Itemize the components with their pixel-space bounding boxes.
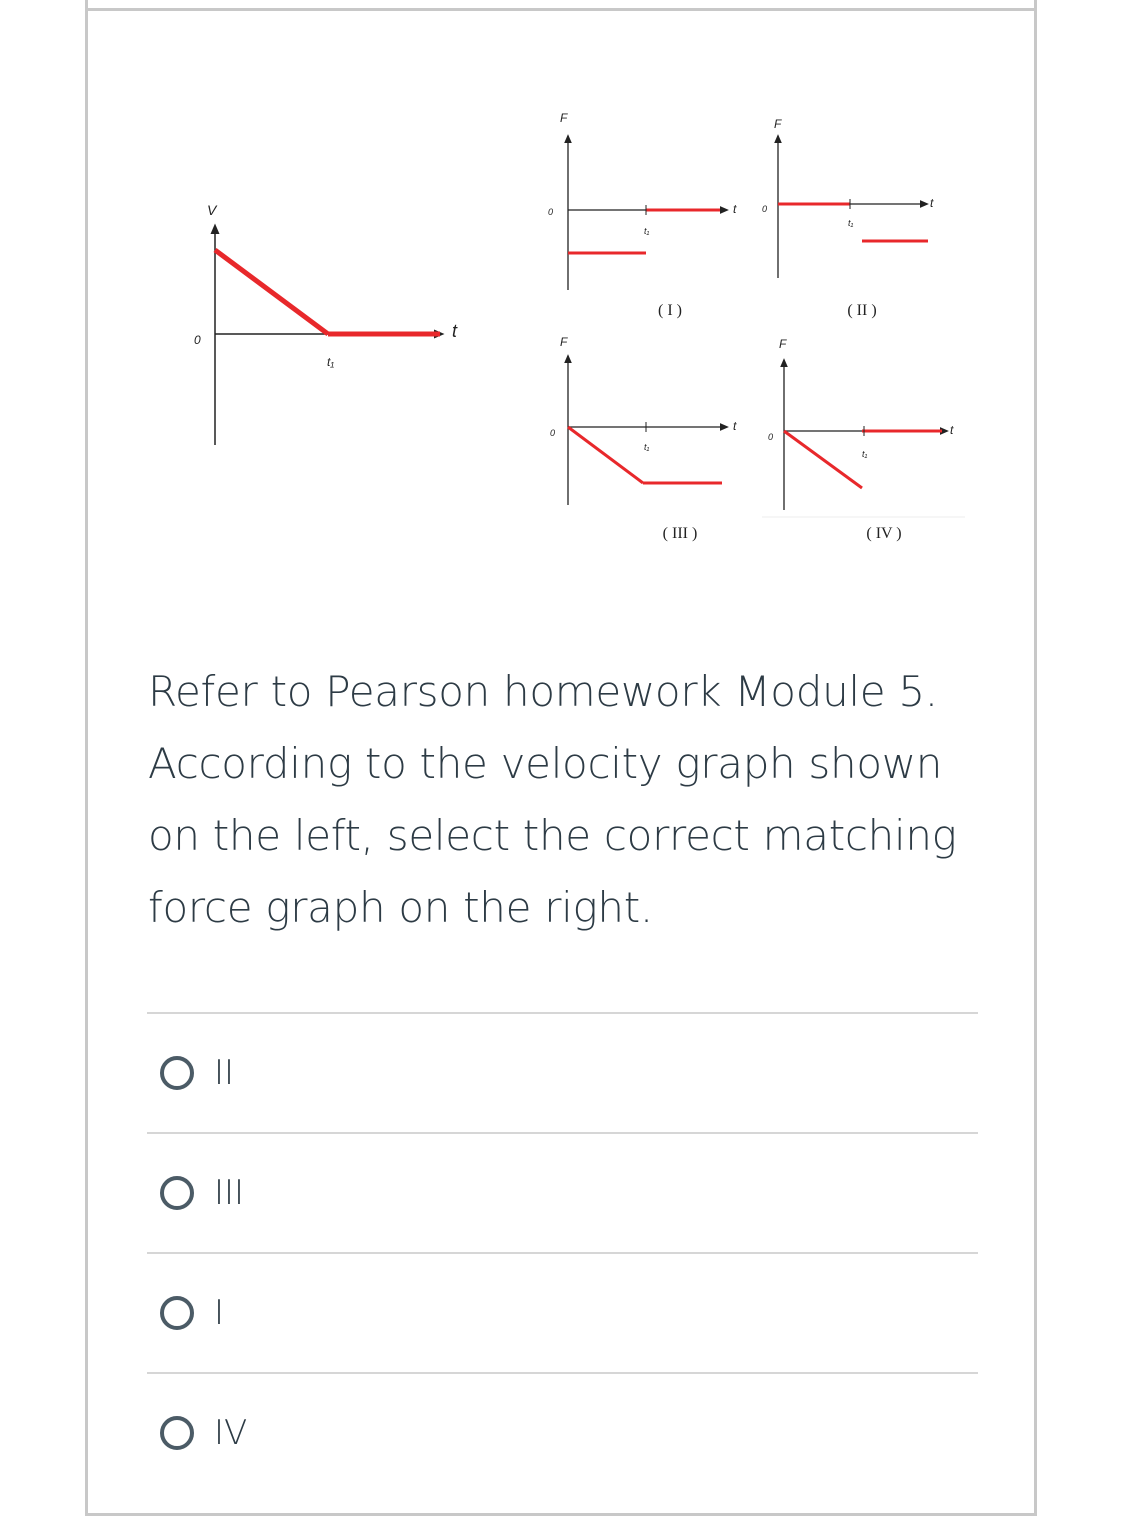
- force-2-x-label: t: [930, 196, 934, 210]
- force-graph-3: [550, 335, 737, 542]
- velocity-x-label: t: [452, 321, 458, 341]
- velocity-origin-label: 0: [194, 333, 201, 347]
- graphs-image: [150, 100, 980, 560]
- question-text: [148, 656, 968, 944]
- force-graph-2: [762, 117, 934, 319]
- radio-button-icon[interactable]: [160, 1056, 194, 1090]
- force-4-decreasing-segment: [784, 431, 862, 488]
- velocity-y-label: V: [207, 202, 217, 218]
- answer-option-label: I: [214, 1293, 225, 1333]
- force-1-origin-label: 0: [548, 207, 554, 217]
- answer-option[interactable]: [147, 1372, 978, 1492]
- force-3-y-label: F: [560, 335, 568, 349]
- force-4-tick-label: t₁: [862, 449, 868, 459]
- force-3-x-label: t: [733, 419, 737, 433]
- force-3-origin-label: 0: [550, 428, 556, 438]
- force-2-tick-label: t₁: [848, 218, 854, 228]
- force-1-tick-label: t₁: [644, 226, 650, 236]
- answer-option[interactable]: [147, 1012, 978, 1132]
- question-line-3: on the left, select the correct matching: [148, 811, 957, 860]
- question-line-2: According to the velocity graph shown: [148, 739, 943, 788]
- force-4-origin-label: 0: [768, 432, 774, 442]
- force-1-caption: ( I ): [658, 302, 682, 319]
- force-1-y-label: F: [560, 111, 568, 125]
- force-graph-1: [548, 111, 737, 319]
- force-2-origin-label: 0: [762, 204, 768, 214]
- question-line-4: force graph on the right.: [148, 883, 653, 932]
- force-3-caption: ( III ): [662, 525, 698, 542]
- force-2-caption: ( II ): [847, 302, 877, 319]
- force-graph-4: [762, 337, 965, 542]
- force-4-y-label: F: [779, 337, 787, 351]
- answer-option-label: IV: [214, 1413, 248, 1453]
- velocity-tick-label: t₁: [327, 355, 335, 369]
- radio-button-icon[interactable]: [160, 1296, 194, 1330]
- radio-button-icon[interactable]: [160, 1416, 194, 1450]
- answer-option-label: II: [214, 1053, 235, 1093]
- question-figure: [150, 100, 980, 560]
- answer-option[interactable]: [147, 1252, 978, 1372]
- force-3-decreasing-segment: [568, 427, 643, 483]
- velocity-graph: [194, 202, 458, 445]
- radio-button-icon[interactable]: [160, 1176, 194, 1210]
- force-4-caption: ( IV ): [866, 525, 902, 542]
- force-3-tick-label: t₁: [644, 442, 650, 452]
- top-divider: [85, 8, 1037, 11]
- answer-options: [147, 1012, 978, 1492]
- force-4-x-label: t: [950, 423, 954, 437]
- answer-option[interactable]: [147, 1132, 978, 1252]
- question-line-1: Refer to Pearson homework Module 5.: [148, 667, 938, 716]
- answer-option-label: III: [214, 1173, 245, 1213]
- force-2-y-label: F: [774, 117, 782, 131]
- force-1-x-label: t: [733, 202, 737, 216]
- velocity-decreasing-segment: [215, 250, 328, 334]
